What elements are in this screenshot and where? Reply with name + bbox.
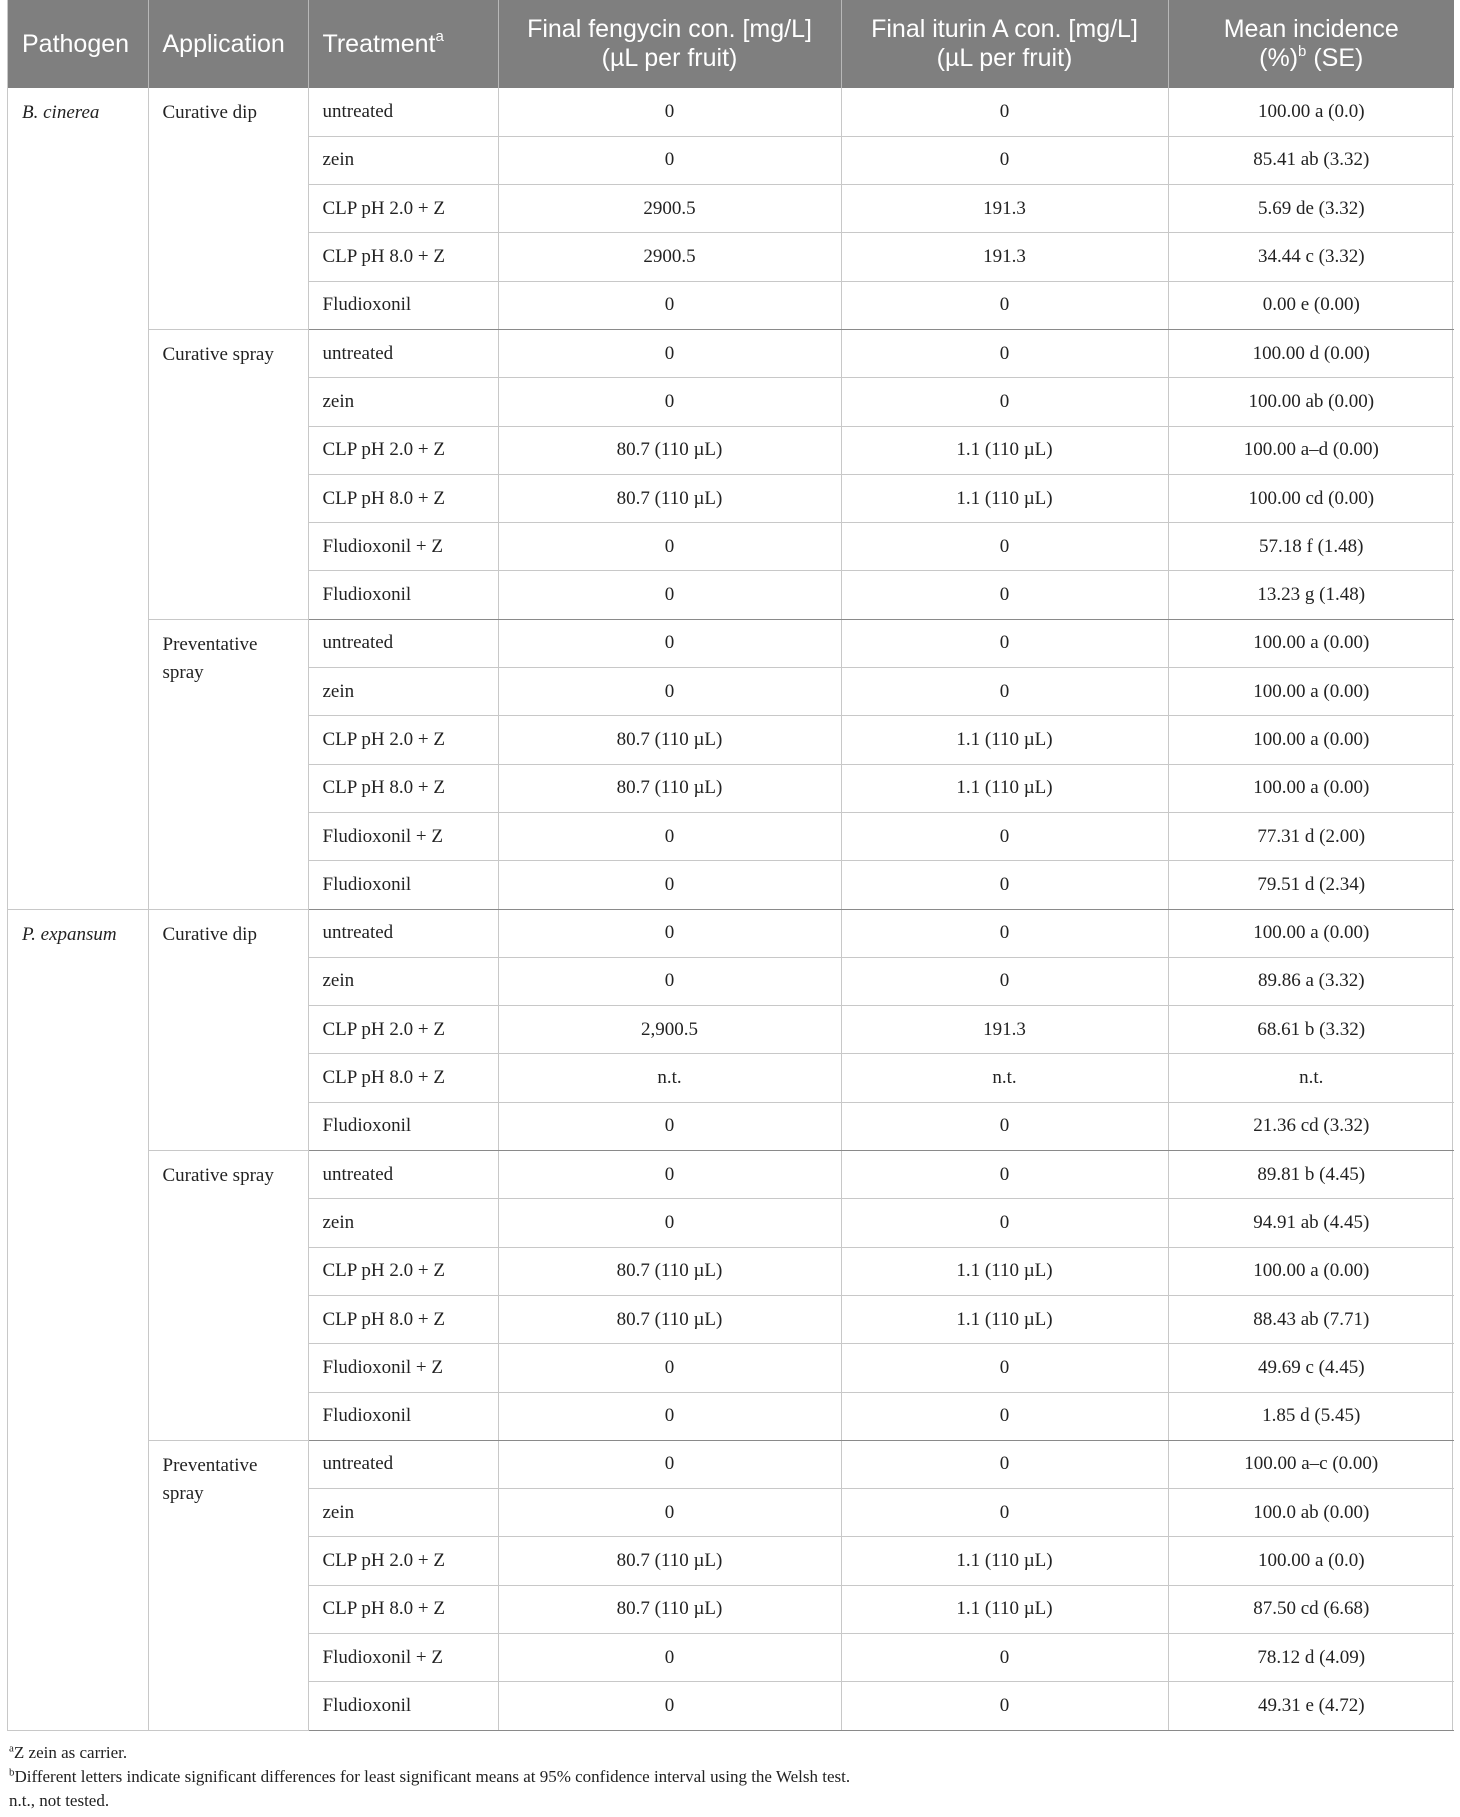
treatment-cell: untreated — [308, 619, 498, 667]
incidence-cell: 34.44 c (3.32) — [1168, 233, 1454, 281]
treatment-cell: untreated — [308, 329, 498, 377]
application-cell: Curative spray — [148, 329, 308, 619]
incidence-cell: 89.86 a (3.32) — [1168, 957, 1454, 1005]
fengycin-cell: 0 — [498, 861, 841, 909]
table-header — [8, 0, 1454, 88]
header-treatment-label: Treatment — [322, 29, 436, 58]
header-incidence-footnote-mark: b — [1298, 42, 1307, 60]
treatment-cell: Fludioxonil — [308, 1682, 498, 1730]
table-row — [8, 329, 1454, 377]
fengycin-cell: 0 — [498, 136, 841, 184]
incidence-cell: 100.00 a (0.0) — [1168, 1537, 1454, 1585]
iturin-cell: 0 — [841, 1489, 1168, 1537]
footnote-b — [9, 1765, 1453, 1789]
iturin-cell: 0 — [841, 909, 1168, 957]
incidence-cell: 77.31 d (2.00) — [1168, 812, 1454, 860]
incidence-cell: 87.50 cd (6.68) — [1168, 1585, 1454, 1633]
footnote-a — [9, 1741, 1453, 1765]
fengycin-cell: 80.7 (110 µL) — [498, 426, 841, 474]
header-row — [8, 0, 1454, 88]
treatment-cell: zein — [308, 136, 498, 184]
iturin-cell: 1.1 (110 µL) — [841, 1295, 1168, 1343]
incidence-cell: 100.00 a–c (0.00) — [1168, 1440, 1454, 1488]
header-incidence — [1168, 0, 1454, 88]
application-cell: Curative dip — [148, 909, 308, 1150]
table-row — [8, 1440, 1454, 1488]
results-table — [8, 0, 1454, 1731]
footnote-nt-text: n.t., not tested. — [9, 1790, 110, 1810]
incidence-cell: 1.85 d (5.45) — [1168, 1392, 1454, 1440]
iturin-cell: 1.1 (110 µL) — [841, 426, 1168, 474]
incidence-cell: 79.51 d (2.34) — [1168, 861, 1454, 909]
incidence-cell: 85.41 ab (3.32) — [1168, 136, 1454, 184]
footnote-a-text: Z zein as carrier. — [13, 1742, 128, 1762]
fengycin-cell: 2900.5 — [498, 185, 841, 233]
incidence-cell: 49.31 e (4.72) — [1168, 1682, 1454, 1730]
document-page — [7, 0, 1453, 1813]
iturin-cell: 0 — [841, 619, 1168, 667]
iturin-cell: 0 — [841, 668, 1168, 716]
treatment-cell: CLP pH 8.0 + Z — [308, 1585, 498, 1633]
iturin-cell: 0 — [841, 1634, 1168, 1682]
iturin-cell: 0 — [841, 1682, 1168, 1730]
header-treatment-footnote-mark: a — [435, 28, 444, 46]
header-iturin-line2: (µL per fruit) — [936, 44, 1073, 72]
header-pathogen — [8, 0, 148, 88]
incidence-cell: 100.00 a–d (0.00) — [1168, 426, 1454, 474]
header-iturin-line1: Final iturin A con. [mg/L] — [871, 15, 1138, 43]
treatment-cell: Fludioxonil — [308, 861, 498, 909]
iturin-cell: 0 — [841, 136, 1168, 184]
fengycin-cell: 0 — [498, 329, 841, 377]
iturin-cell: 0 — [841, 957, 1168, 1005]
incidence-cell: 49.69 c (4.45) — [1168, 1344, 1454, 1392]
iturin-cell: 191.3 — [841, 1006, 1168, 1054]
table-row — [8, 909, 1454, 957]
pathogen-cell: B. cinerea — [8, 88, 148, 909]
header-application — [148, 0, 308, 88]
treatment-cell: CLP pH 2.0 + Z — [308, 185, 498, 233]
incidence-cell: 13.23 g (1.48) — [1168, 571, 1454, 619]
fengycin-cell: 0 — [498, 1102, 841, 1150]
incidence-cell: 100.00 d (0.00) — [1168, 329, 1454, 377]
treatment-cell: Fludioxonil — [308, 1102, 498, 1150]
table-row — [8, 619, 1454, 667]
iturin-cell: 0 — [841, 1392, 1168, 1440]
iturin-cell: 0 — [841, 861, 1168, 909]
iturin-cell: 1.1 (110 µL) — [841, 716, 1168, 764]
iturin-cell: 0 — [841, 523, 1168, 571]
iturin-cell: 0 — [841, 812, 1168, 860]
footnote-b-text: Different letters indicate significant differences for least significant means at 95% confidence interval using the Welsh test. — [14, 1766, 851, 1786]
fengycin-cell: 0 — [498, 1440, 841, 1488]
incidence-cell: 100.0 ab (0.00) — [1168, 1489, 1454, 1537]
fengycin-cell: 0 — [498, 909, 841, 957]
fengycin-cell: 0 — [498, 88, 841, 136]
iturin-cell: 0 — [841, 1151, 1168, 1199]
fengycin-cell: 0 — [498, 812, 841, 860]
iturin-cell: 0 — [841, 1344, 1168, 1392]
treatment-cell: zein — [308, 668, 498, 716]
incidence-cell: 94.91 ab (4.45) — [1168, 1199, 1454, 1247]
fengycin-cell: 0 — [498, 378, 841, 426]
treatment-cell: CLP pH 2.0 + Z — [308, 1247, 498, 1295]
treatment-cell: untreated — [308, 909, 498, 957]
fengycin-cell: n.t. — [498, 1054, 841, 1102]
iturin-cell: 0 — [841, 1102, 1168, 1150]
incidence-cell: 100.00 cd (0.00) — [1168, 474, 1454, 522]
treatment-cell: Fludioxonil + Z — [308, 812, 498, 860]
incidence-cell: 100.00 a (0.00) — [1168, 764, 1454, 812]
fengycin-cell: 80.7 (110 µL) — [498, 764, 841, 812]
incidence-cell: 100.00 a (0.00) — [1168, 668, 1454, 716]
incidence-cell: 78.12 d (4.09) — [1168, 1634, 1454, 1682]
fengycin-cell: 0 — [498, 1634, 841, 1682]
header-treatment — [308, 0, 498, 88]
fengycin-cell: 80.7 (110 µL) — [498, 1295, 841, 1343]
pathogen-cell: P. expansum — [8, 909, 148, 1730]
iturin-cell: 0 — [841, 281, 1168, 329]
treatment-cell: CLP pH 8.0 + Z — [308, 764, 498, 812]
application-cell — [148, 619, 308, 909]
treatment-cell: CLP pH 8.0 + Z — [308, 1295, 498, 1343]
treatment-cell: Fludioxonil — [308, 571, 498, 619]
header-pathogen-label: Pathogen — [22, 29, 130, 58]
fengycin-cell: 0 — [498, 619, 841, 667]
application-cell — [148, 1440, 308, 1730]
header-incidence-line1: Mean incidence — [1223, 15, 1399, 43]
treatment-cell: zein — [308, 957, 498, 1005]
iturin-cell: 1.1 (110 µL) — [841, 474, 1168, 522]
fengycin-cell: 0 — [498, 668, 841, 716]
header-fengycin-line2: (µL per fruit) — [601, 44, 738, 72]
footnote-b-mark: b — [9, 1765, 15, 1778]
header-incidence-line2: (%) — [1259, 44, 1299, 72]
application-name-line1: Preventative — [162, 1454, 258, 1476]
treatment-cell: Fludioxonil — [308, 281, 498, 329]
treatment-cell: CLP pH 8.0 + Z — [308, 1054, 498, 1102]
treatment-cell: untreated — [308, 1151, 498, 1199]
header-fengycin — [498, 0, 841, 88]
application-cell: Curative spray — [148, 1151, 308, 1441]
incidence-cell: 100.00 a (0.00) — [1168, 716, 1454, 764]
treatment-cell: untreated — [308, 88, 498, 136]
treatment-cell: zein — [308, 1199, 498, 1247]
treatment-cell: CLP pH 8.0 + Z — [308, 474, 498, 522]
fengycin-cell: 0 — [498, 1682, 841, 1730]
treatment-cell: CLP pH 2.0 + Z — [308, 426, 498, 474]
treatment-cell: CLP pH 2.0 + Z — [308, 716, 498, 764]
fengycin-cell: 80.7 (110 µL) — [498, 1247, 841, 1295]
fengycin-cell: 0 — [498, 957, 841, 1005]
footnotes — [7, 1741, 1453, 1813]
treatment-cell: untreated — [308, 1440, 498, 1488]
iturin-cell: 0 — [841, 378, 1168, 426]
fengycin-cell: 0 — [498, 571, 841, 619]
fengycin-cell: 80.7 (110 µL) — [498, 1537, 841, 1585]
treatment-cell: CLP pH 8.0 + Z — [308, 233, 498, 281]
header-application-label: Application — [162, 29, 285, 58]
fengycin-cell: 2900.5 — [498, 233, 841, 281]
fengycin-cell: 80.7 (110 µL) — [498, 716, 841, 764]
iturin-cell: n.t. — [841, 1054, 1168, 1102]
treatment-cell: Fludioxonil + Z — [308, 1634, 498, 1682]
iturin-cell: 0 — [841, 571, 1168, 619]
fengycin-cell: 0 — [498, 281, 841, 329]
treatment-cell: zein — [308, 1489, 498, 1537]
fengycin-cell: 0 — [498, 1151, 841, 1199]
iturin-cell: 0 — [841, 1199, 1168, 1247]
table-row — [8, 88, 1454, 136]
incidence-cell: 100.00 a (0.00) — [1168, 909, 1454, 957]
incidence-cell: 100.00 a (0.00) — [1168, 619, 1454, 667]
iturin-cell: 191.3 — [841, 233, 1168, 281]
incidence-cell: 100.00 a (0.0) — [1168, 88, 1454, 136]
application-name-line1: Preventative — [162, 633, 258, 655]
table-row — [8, 1151, 1454, 1199]
incidence-cell: 89.81 b (4.45) — [1168, 1151, 1454, 1199]
iturin-cell: 1.1 (110 µL) — [841, 764, 1168, 812]
iturin-cell: 0 — [841, 88, 1168, 136]
application-name-line2: spray — [162, 1482, 204, 1504]
iturin-cell: 1.1 (110 µL) — [841, 1247, 1168, 1295]
fengycin-cell: 0 — [498, 1344, 841, 1392]
application-cell: Curative dip — [148, 88, 308, 329]
fengycin-cell: 0 — [498, 523, 841, 571]
fengycin-cell: 80.7 (110 µL) — [498, 474, 841, 522]
incidence-cell: 0.00 e (0.00) — [1168, 281, 1454, 329]
incidence-cell: 21.36 cd (3.32) — [1168, 1102, 1454, 1150]
treatment-cell: Fludioxonil — [308, 1392, 498, 1440]
header-iturin — [841, 0, 1168, 88]
header-incidence-se: (SE) — [1306, 44, 1364, 72]
incidence-cell: 88.43 ab (7.71) — [1168, 1295, 1454, 1343]
fengycin-cell: 2,900.5 — [498, 1006, 841, 1054]
table-body — [8, 88, 1454, 1730]
treatment-cell: CLP pH 2.0 + Z — [308, 1006, 498, 1054]
incidence-cell: 68.61 b (3.32) — [1168, 1006, 1454, 1054]
incidence-cell: 100.00 a (0.00) — [1168, 1247, 1454, 1295]
fengycin-cell: 0 — [498, 1199, 841, 1247]
treatment-cell: CLP pH 2.0 + Z — [308, 1537, 498, 1585]
iturin-cell: 191.3 — [841, 185, 1168, 233]
incidence-cell: 100.00 ab (0.00) — [1168, 378, 1454, 426]
treatment-cell: Fludioxonil + Z — [308, 1344, 498, 1392]
footnote-nt — [9, 1789, 1453, 1813]
fengycin-cell: 80.7 (110 µL) — [498, 1585, 841, 1633]
incidence-cell: 57.18 f (1.48) — [1168, 523, 1454, 571]
iturin-cell: 0 — [841, 329, 1168, 377]
application-name-line2: spray — [162, 661, 204, 683]
iturin-cell: 1.1 (110 µL) — [841, 1585, 1168, 1633]
incidence-cell: 5.69 de (3.32) — [1168, 185, 1454, 233]
fengycin-cell: 0 — [498, 1392, 841, 1440]
iturin-cell: 1.1 (110 µL) — [841, 1537, 1168, 1585]
table-container — [7, 0, 1453, 1731]
incidence-cell: n.t. — [1168, 1054, 1454, 1102]
footnote-a-mark: a — [9, 1741, 14, 1754]
treatment-cell: zein — [308, 378, 498, 426]
iturin-cell: 0 — [841, 1440, 1168, 1488]
fengycin-cell: 0 — [498, 1489, 841, 1537]
treatment-cell: Fludioxonil + Z — [308, 523, 498, 571]
header-fengycin-line1: Final fengycin con. [mg/L] — [527, 15, 812, 43]
